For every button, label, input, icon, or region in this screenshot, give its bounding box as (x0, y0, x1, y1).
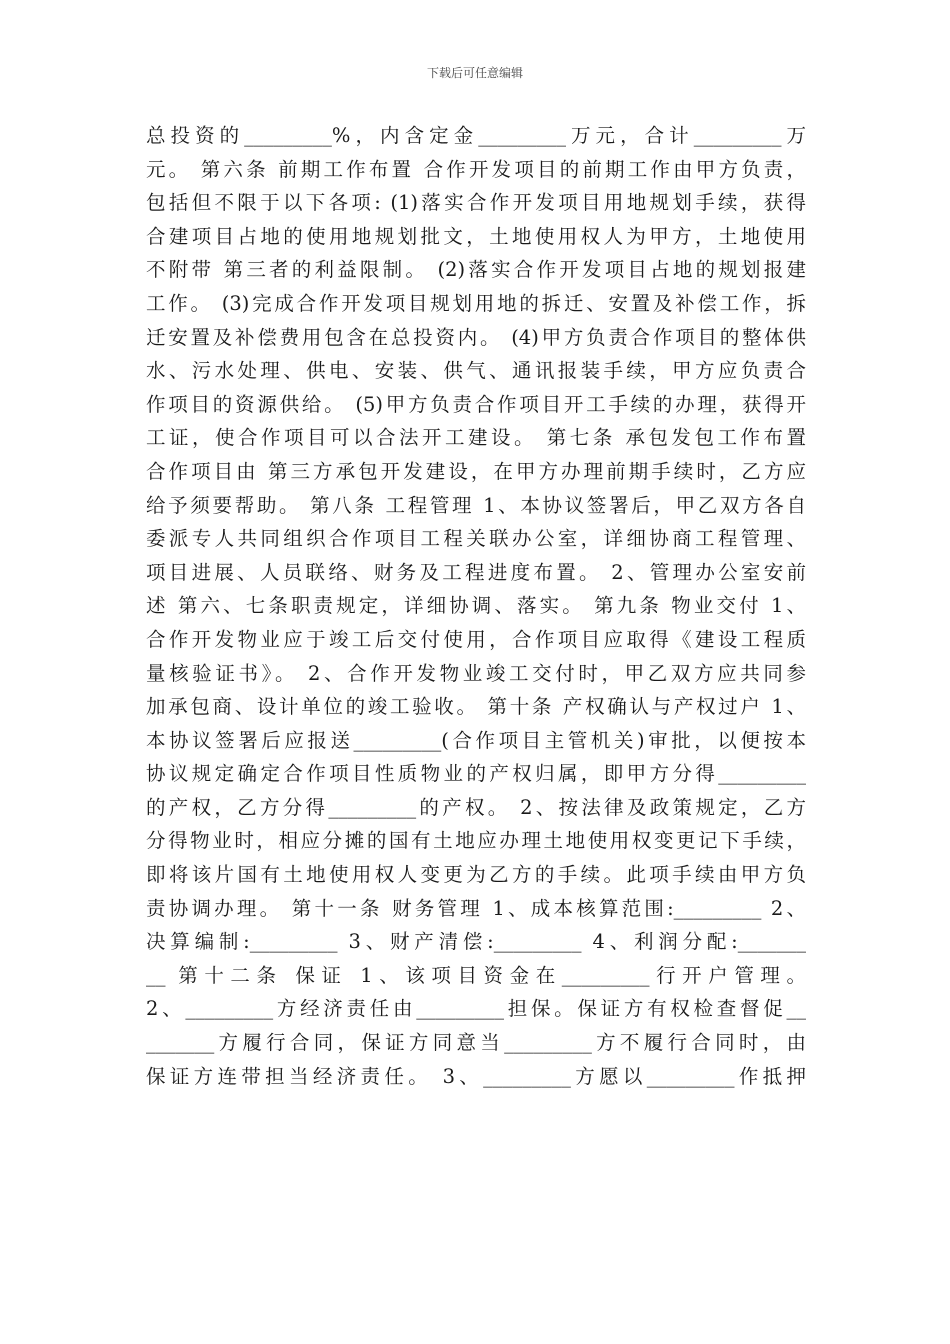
text-line: 责协调办理。 第十一条 财务管理 1、成本核算范围:_________ 2、 (146, 896, 806, 920)
text-line: 合建项目占地的使用地规划批文，土地使用权人为甲方，土地使用 (146, 224, 806, 248)
text-line: _______方履行合同，保证方同意当_________方不履行合同时，由 (146, 1031, 806, 1055)
text-line: 2、_________方经济责任由_________担保。保证方有权检查督促__ (146, 997, 806, 1021)
text-line: 分得物业时，相应分摊的国有土地应办理土地使用权变更记下手续， (146, 829, 806, 853)
text-line: 合作项目由 第三方承包开发建设，在甲方办理前期手续时，乙方应 (146, 459, 806, 483)
text-line: 决算编制:_________ 3、财产清偿:_________ 4、利润分配:_______ (146, 930, 806, 954)
text-line: 本协议签署后应报送_________(合作项目主管机关)审批，以便按本 (146, 728, 806, 752)
text-line: 作项目的资源供给。 (5)甲方负责合作项目开工手续的办理，获得开 (146, 392, 806, 416)
text-line: 不附带 第三者的利益限制。 (2)落实合作开发项目占地的规划报建 (146, 258, 806, 282)
text-line: 的产权，乙方分得_________的产权。 2、按法律及政策规定，乙方 (146, 795, 806, 819)
page-header: 下载后可任意编辑 (426, 66, 523, 80)
text-line: 水、污水处理、供电、安装、供气、通讯报装手续，甲方应负责合 (146, 359, 806, 383)
text-line: 协议规定确定合作项目性质物业的产权归属，即甲方分得_________ (146, 762, 806, 786)
text-line: 总投资的_________%，内含定金_________万元，合计_________万 (146, 124, 806, 147)
text-line: __ 第十二条 保证 1、该项目资金在_________行开户管理。 (146, 963, 806, 987)
document-body (146, 119, 806, 1093)
text-line: 合作开发物业应于竣工后交付使用，合作项目应取得《建设工程质 (146, 627, 806, 651)
text-line: 工作。 (3)完成合作开发项目规划用地的拆迁、安置及补偿工作，拆 (146, 291, 806, 315)
text-line: 述 第六、七条职责规定，详细协调、落实。 第九条 物业交付 1、 (146, 594, 806, 618)
text-line: 包括但不限于以下各项: (1)落实合作开发项目用地规划手续，获得 (146, 191, 806, 215)
text-line: 工证，使合作项目可以合法开工建设。 第七条 承包发包工作布置 (146, 426, 806, 450)
text-line: 委派专人共同组织合作项目工程关联办公室，详细协商工程管理、 (146, 527, 806, 551)
text-line: 元。 第六条 前期工作布置 合作开发项目的前期工作由甲方负责， (146, 157, 806, 181)
text-line: 项目进展、人员联络、财务及工程进度布置。 2、管理办公室安前 (146, 560, 806, 584)
text-line: 迁安置及补偿费用包含在总投资内。 (4)甲方负责合作项目的整体供 (146, 325, 806, 349)
text-line: 量核验证书》。 2、合作开发物业竣工交付时，甲乙双方应共同参 (146, 661, 806, 685)
text-line: 即将该片国有土地使用权人变更为乙方的手续。此项手续由甲方负 (146, 863, 806, 887)
text-line: 给予须要帮助。 第八条 工程管理 1、本协议签署后，甲乙双方各自 (146, 493, 806, 517)
text-line: 加承包商、设计单位的竣工验收。 第十条 产权确认与产权过户 1、 (146, 695, 806, 719)
text-line: 保证方连带担当经济责任。 3、_________方愿以_________作抵押 (146, 1064, 806, 1088)
